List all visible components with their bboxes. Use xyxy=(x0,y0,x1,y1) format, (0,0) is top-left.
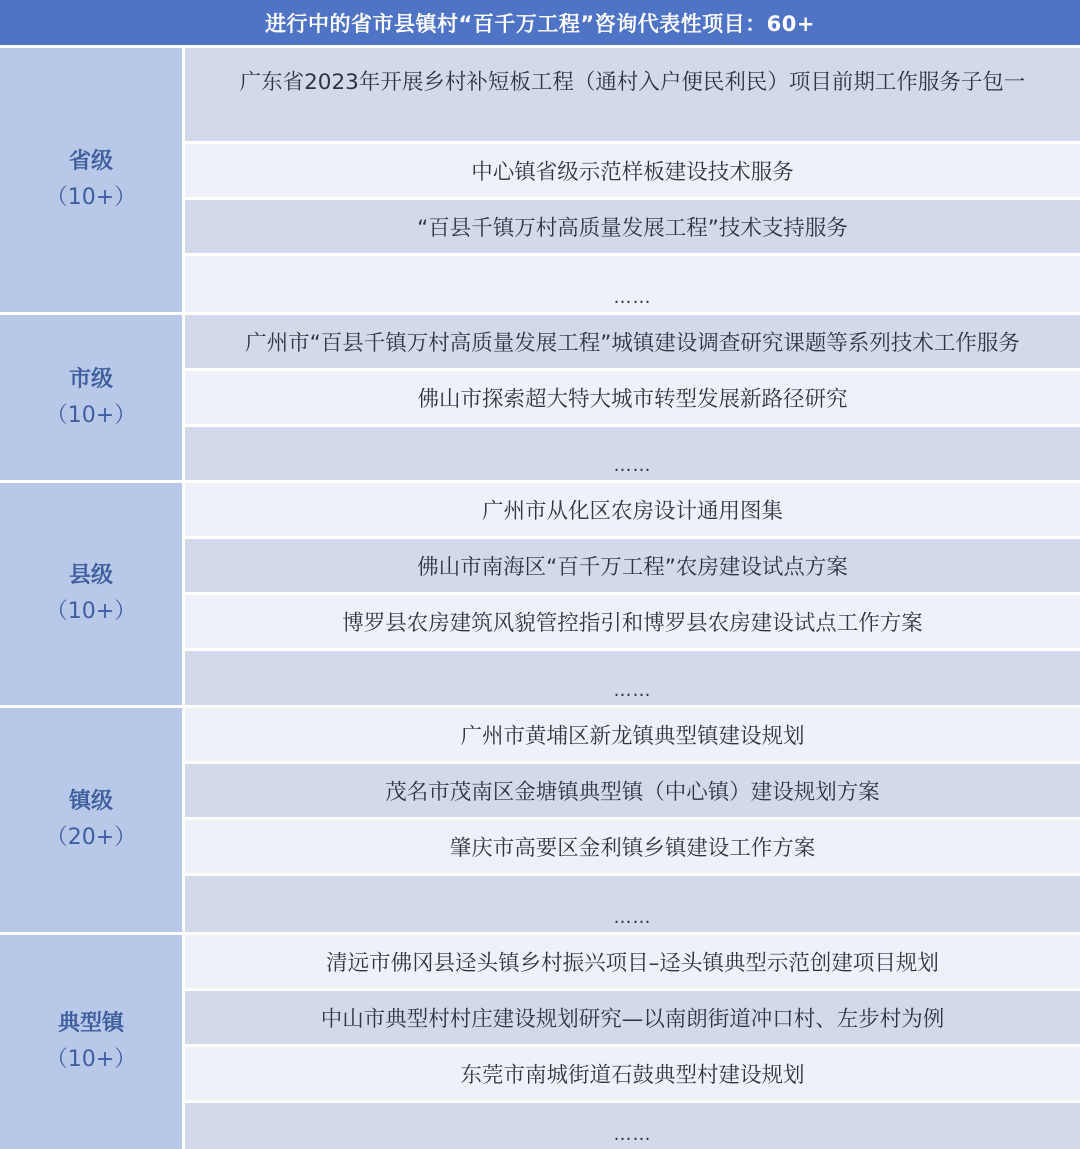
table-row xyxy=(185,483,1080,536)
group-count: （10+） xyxy=(45,185,137,210)
row-text: 茂名市茂南区金塘镇典型镇（中心镇）建设规划方案 xyxy=(385,780,880,805)
row-text: 中山市典型村村庄建设规划研究—以南朗街道冲口村、左步村为例 xyxy=(320,1007,945,1032)
row-text: 博罗县农房建筑风貌管控指引和博罗县农房建设试点工作方案 xyxy=(342,611,923,636)
group-typical-town xyxy=(0,935,1080,1149)
row-text: 肇庆市高要区金利镇乡镇建设工作方案 xyxy=(449,836,816,861)
row-text: 清远市佛冈县迳头镇乡村振兴项目–迳头镇典型示范创建项目规划 xyxy=(326,951,939,976)
table-row xyxy=(185,820,1080,873)
table-row xyxy=(185,539,1080,592)
table-row xyxy=(185,256,1080,312)
table-row xyxy=(185,764,1080,817)
row-text: 佛山市探索超大特大城市转型发展新路径研究 xyxy=(417,387,848,412)
group-label: 镇级 xyxy=(68,789,113,814)
table-row xyxy=(185,48,1080,141)
table-row xyxy=(185,1103,1080,1149)
group-label: 省级 xyxy=(68,149,113,174)
group-label-cell xyxy=(0,48,182,312)
group-count: （10+） xyxy=(45,599,137,624)
table-row xyxy=(185,1047,1080,1100)
table-row xyxy=(185,651,1080,705)
row-text: …… xyxy=(613,455,652,476)
table-title: 进行中的省市县镇村“百千万工程”咨询代表性项目：60+ xyxy=(0,0,1080,45)
group-town xyxy=(0,708,1080,932)
table-row xyxy=(185,200,1080,253)
group-count: （20+） xyxy=(45,825,137,850)
group-label: 县级 xyxy=(68,563,113,588)
row-text: …… xyxy=(613,1124,652,1145)
row-text: …… xyxy=(613,907,652,928)
group-county xyxy=(0,483,1080,705)
table-row xyxy=(185,315,1080,368)
table-row xyxy=(185,371,1080,424)
group-label-cell xyxy=(0,935,182,1149)
group-label: 市级 xyxy=(68,366,113,392)
row-text: …… xyxy=(613,287,652,308)
table-row xyxy=(185,991,1080,1044)
row-text: 广东省2023年开展乡村补短板工程（通村入户便民利民）项目前期工作服务子包一 xyxy=(239,70,1026,95)
row-text: 中心镇省级示范样板建设技术服务 xyxy=(471,160,794,185)
table-row xyxy=(185,144,1080,197)
group-count: （10+） xyxy=(45,1047,137,1072)
table-row xyxy=(185,935,1080,988)
table-row xyxy=(185,708,1080,761)
group-count: （10+） xyxy=(45,402,137,428)
row-text: …… xyxy=(613,680,652,701)
table-row xyxy=(185,595,1080,648)
group-label: 典型镇 xyxy=(57,1011,124,1036)
row-text: 佛山市南海区“百千万工程”农房建设试点方案 xyxy=(417,555,848,580)
table-row xyxy=(185,427,1080,480)
row-text: 东莞市南城街道石鼓典型村建设规划 xyxy=(460,1063,805,1088)
table-row xyxy=(185,876,1080,932)
row-text: 广州市从化区农房设计通用图集 xyxy=(481,499,783,524)
row-text: 广州市黄埔区新龙镇典型镇建设规划 xyxy=(460,724,805,749)
row-text: “百县千镇万村高质量发展工程”技术支持服务 xyxy=(417,216,848,241)
row-text: 广州市“百县千镇万村高质量发展工程”城镇建设调查研究课题等系列技术工作服务 xyxy=(245,331,1020,356)
group-city xyxy=(0,315,1080,480)
group-label-cell xyxy=(0,483,182,705)
group-province xyxy=(0,48,1080,312)
group-label-cell xyxy=(0,708,182,932)
group-label-cell xyxy=(0,315,182,480)
